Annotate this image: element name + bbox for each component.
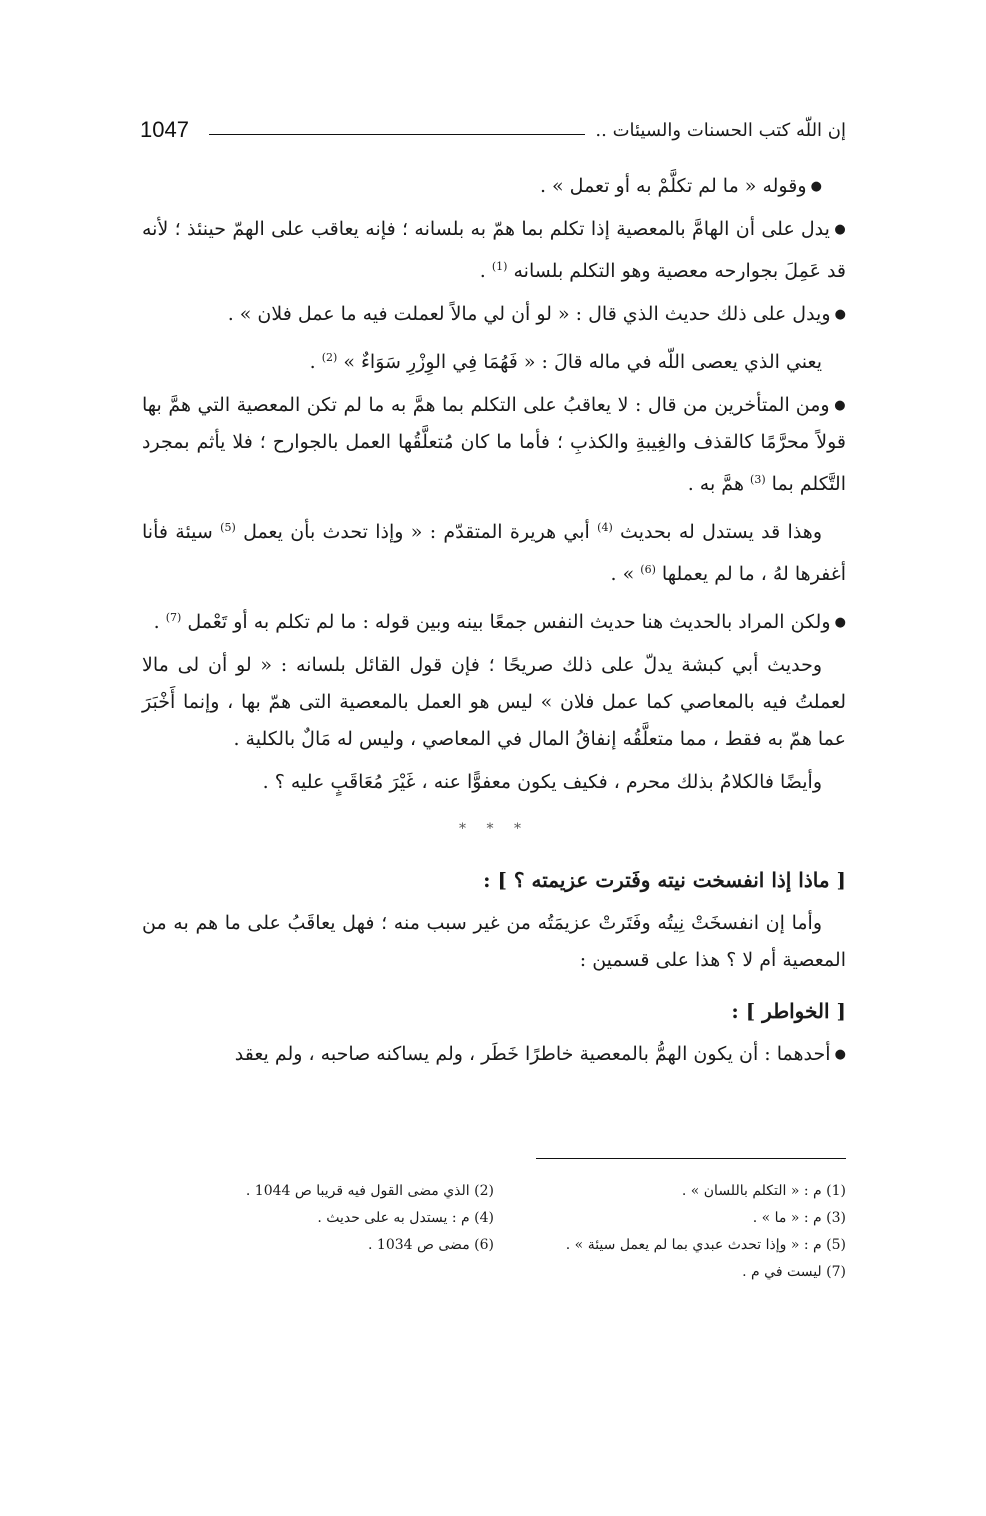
paragraph: وأما إن انفسخَتْ نِيتُه وفَتَرتْ عزيمَتُه من غير سبب منه ؛ فهل يعاقَبُ على ما هم به من المعصية أم لا ؟ هذا على قسمين : [142,912,846,971]
footnote: (6) مضى ص 1034 . [368,1237,494,1253]
footnote: (1) م : « التكلم باللسان » . [681,1183,846,1199]
footnote-ref: (5) [220,521,236,534]
paragraph: ● ولكن المراد بالحديث هنا حديث النفس جمعًا بينه وبين قوله : ما لم تكلم به أو تَعْمل $^{(7)}$ . [142,599,846,641]
paragraph: ● وقوله « ما لم تكلَّمْ به أو تعمل » . [142,168,846,205]
header-rule [209,134,585,135]
footnote: (2) الذي مضى القول فيه قريبا ص 1044 . [245,1183,494,1199]
running-title: إن اللّه كتب الحسنات والسيئات .. [595,119,846,141]
page-number: 1047 [140,117,189,142]
page-header [140,112,846,148]
footnotes [142,1178,846,1286]
paragraph: ● يدل على أن الهامَّ بالمعصية إذا تكلم بما همّ به بلسانه ؛ فإنه يعاقب على الهمّ حينئذ ؛ لأنه قد عَمِلَ بجوارحه معصية وهو التكلم بلسانه $^{(1)}$ . [142,211,846,290]
footnote-ref: (7) [165,611,182,624]
footnote-ref: (2) [321,351,338,364]
section-separator: * * * [459,821,529,837]
footnote-ref: (4) [597,521,613,534]
footnote: (5) م : « وإذا تحدث عبدي بما لم يعمل سيئة » . [565,1237,846,1253]
section-heading: [ ماذا إذا انفسخت نيته وفَترت عزيمته ؟ ] : [483,868,846,892]
section-heading: [ الخواطر ] : [731,999,846,1023]
footnote-row [142,1259,846,1286]
footnote-rule [536,1158,846,1159]
paragraph: ● ومن المتأخرين من قال : لا يعاقبُ على التكلم بما همَّ به ما لم تكن المعصية التي همَّ بها قولاً محرَّمًا كالقذف والغِيبةِ والكذبِ ؛ فأما ما كان مُتعلَّقُها العمل بالجوارح ؛ فلا يأثم بمجرد التَّكلم بما $^{(3)}$ همَّ به . [142,387,846,503]
footnote-row [142,1232,846,1259]
footnote-ref: (6) [640,563,656,576]
paragraph: يعني الذي يعصى اللّه في ماله قالَ : « فَهُمَا فِي الوِزْرِ سَوَاءٌ » $^{(2)}$ . [309,351,822,373]
footnote-ref: (1) [491,260,508,273]
paragraph: وهذا قد يستدل له بحديث $^{(4)}$ أبي هريرة المتقدّم : « وإذا تحدث بأن يعمل $^{(5)}$ سيئة فأنا أغفرها لهُ ، ما لم يعملها $^{(6)}$ » . [142,521,846,585]
paragraph: ● أحدهما : أن يكون الهمُّ بالمعصية خاطرًا خَطَر ، ولم يساكنه صاحبه ، ولم يعقد [142,1036,846,1073]
footnote-ref: (3) [750,473,766,486]
footnote: (4) م : يستدل به على حديث . [317,1210,494,1226]
main-text [142,168,846,1079]
footnote: (7) ليست في م . [742,1264,846,1280]
footnote-row [142,1178,846,1205]
footnote: (3) م : « ما » . [752,1210,846,1226]
paragraph: وحديث أبي كبشة يدلّ على ذلك صريحًا ؛ فإن قول القائل بلسانه : « لو أن لى مالا لعملتُ فيه بالمعاصي كما عمل فلان » ليس هو العمل بالمعصية التى همّ بها ، وإنما أَخْبَرَ عما همّ به فقط ، مما متعلَّقُه إنفاقُ المال في المعاصي ، وليس له مَالٌ بالكلية . [142,654,846,750]
paragraph: وأيضًا فالكلامُ بذلك محرم ، فكيف يكون معفوًّا عنه ، غَيْرَ مُعَاقَبٍ عليه ؟ . [262,771,822,793]
paragraph: ● ويدل على ذلك حديث الذي قال : « لو أن لي مالاً لعملت فيه ما عمل فلان » . [142,296,846,333]
footnote-row [142,1205,846,1232]
